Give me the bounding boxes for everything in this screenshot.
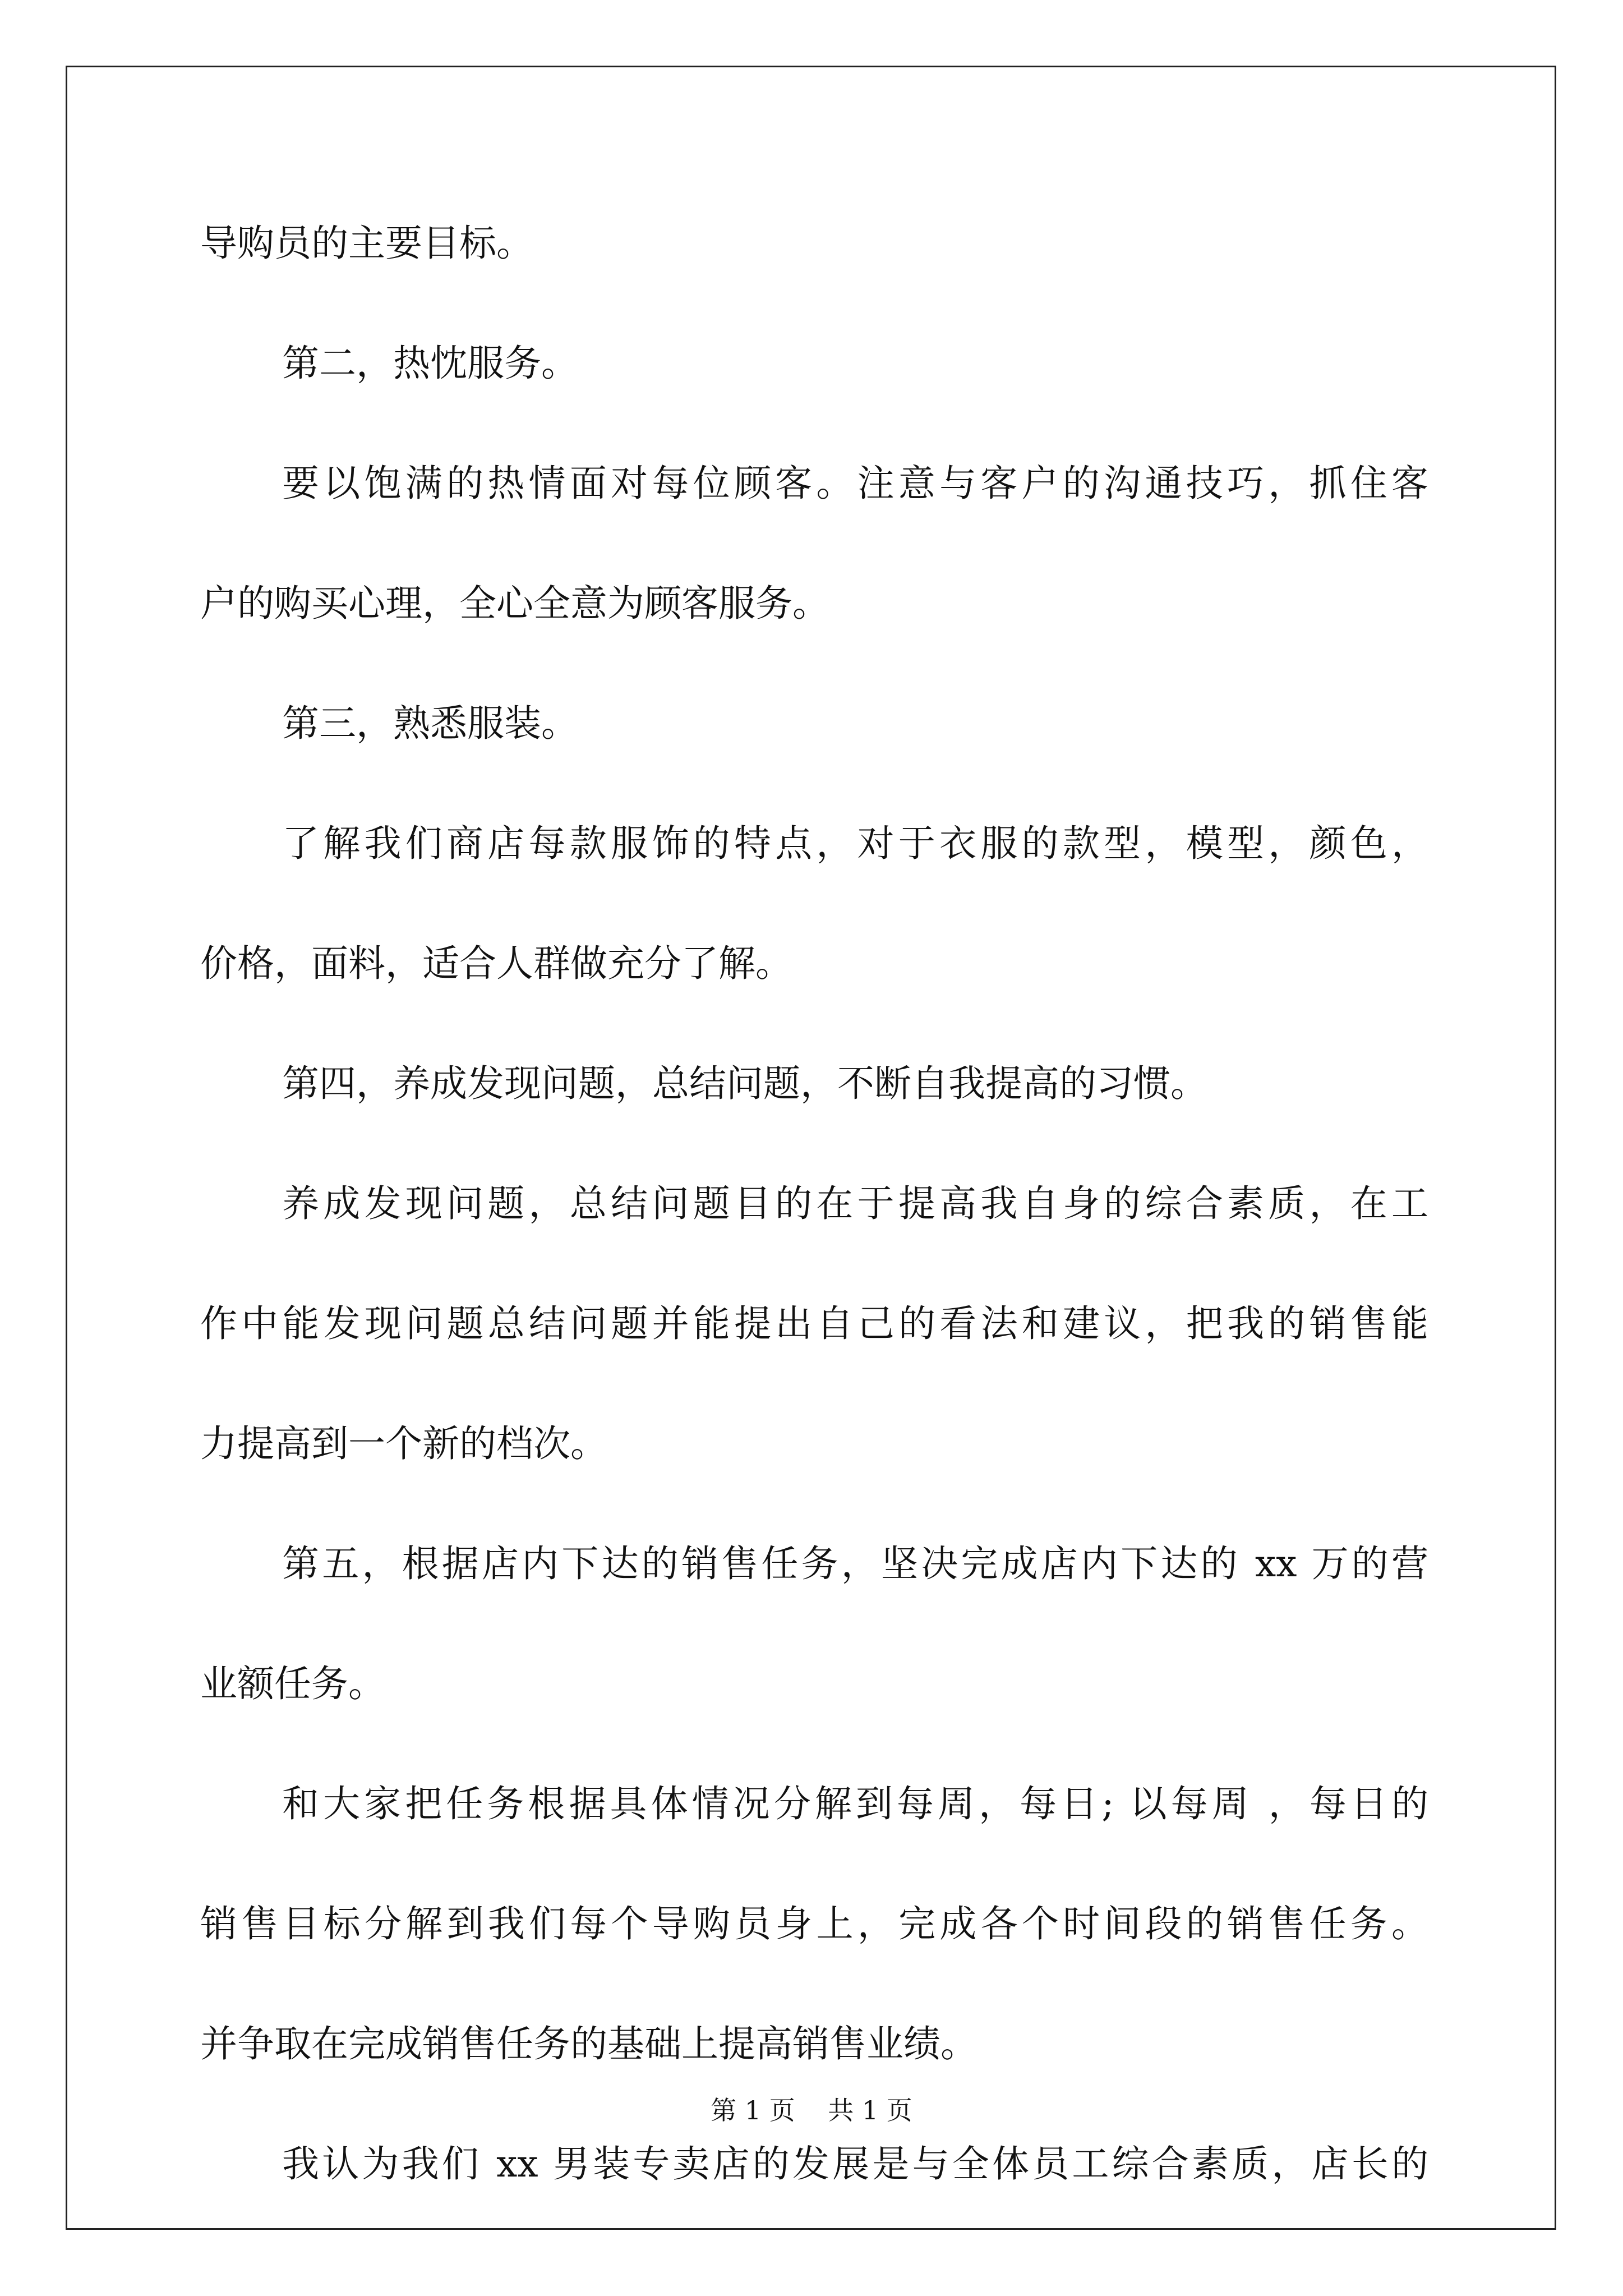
text-line: 和大家把任务根据具体情况分解到每周，每日; 以每周 ，每日的: [282, 1782, 1428, 1825]
section-heading: 第五，根据店内下达的销售任务，坚决完成店内下达的 xx 万的营: [282, 1542, 1428, 1585]
section-heading: 第二，热忱服务。: [282, 342, 578, 385]
text-line: 导购员的主要目标。: [200, 222, 533, 265]
page-footer: 第 1 页 共 1 页: [711, 2095, 912, 2125]
text-line: 价格，面料，适合人群做充分了解。: [200, 942, 792, 985]
text-line: 户的购买心理，全心全意为顾客服务。: [200, 582, 829, 625]
text-line: 要以饱满的热情面对每位顾客。注意与客户的沟通技巧，抓住客: [282, 462, 1428, 505]
text-line: 作中能发现问题总结问题并能提出自己的看法和建议，把我的销售能: [200, 1302, 1428, 1345]
section-heading: 第四，养成发现问题，总结问题，不断自我提高的习惯。: [282, 1062, 1207, 1105]
text-line: 业额任务。: [200, 1662, 385, 1705]
document-body: [200, 208, 1428, 2248]
text-line: 并争取在完成销售任务的基础上提高销售业绩。: [200, 2022, 978, 2065]
text-line: 销售目标分解到我们每个导购员身上，完成各个时间段的销售任务。: [200, 1902, 1428, 1945]
text-line: 养成发现问题，总结问题目的在于提高我自身的综合素质，在工: [282, 1182, 1428, 1225]
text-line: 我认为我们 xx 男装专卖店的发展是与全体员工综合素质，店长的: [282, 2142, 1428, 2185]
text-line: 了解我们商店每款服饰的特点，对于衣服的款型，模型，颜色，: [282, 822, 1428, 865]
section-heading: 第三，熟悉服装。: [282, 702, 578, 745]
text-line: 力提高到一个新的档次。: [200, 1422, 607, 1465]
